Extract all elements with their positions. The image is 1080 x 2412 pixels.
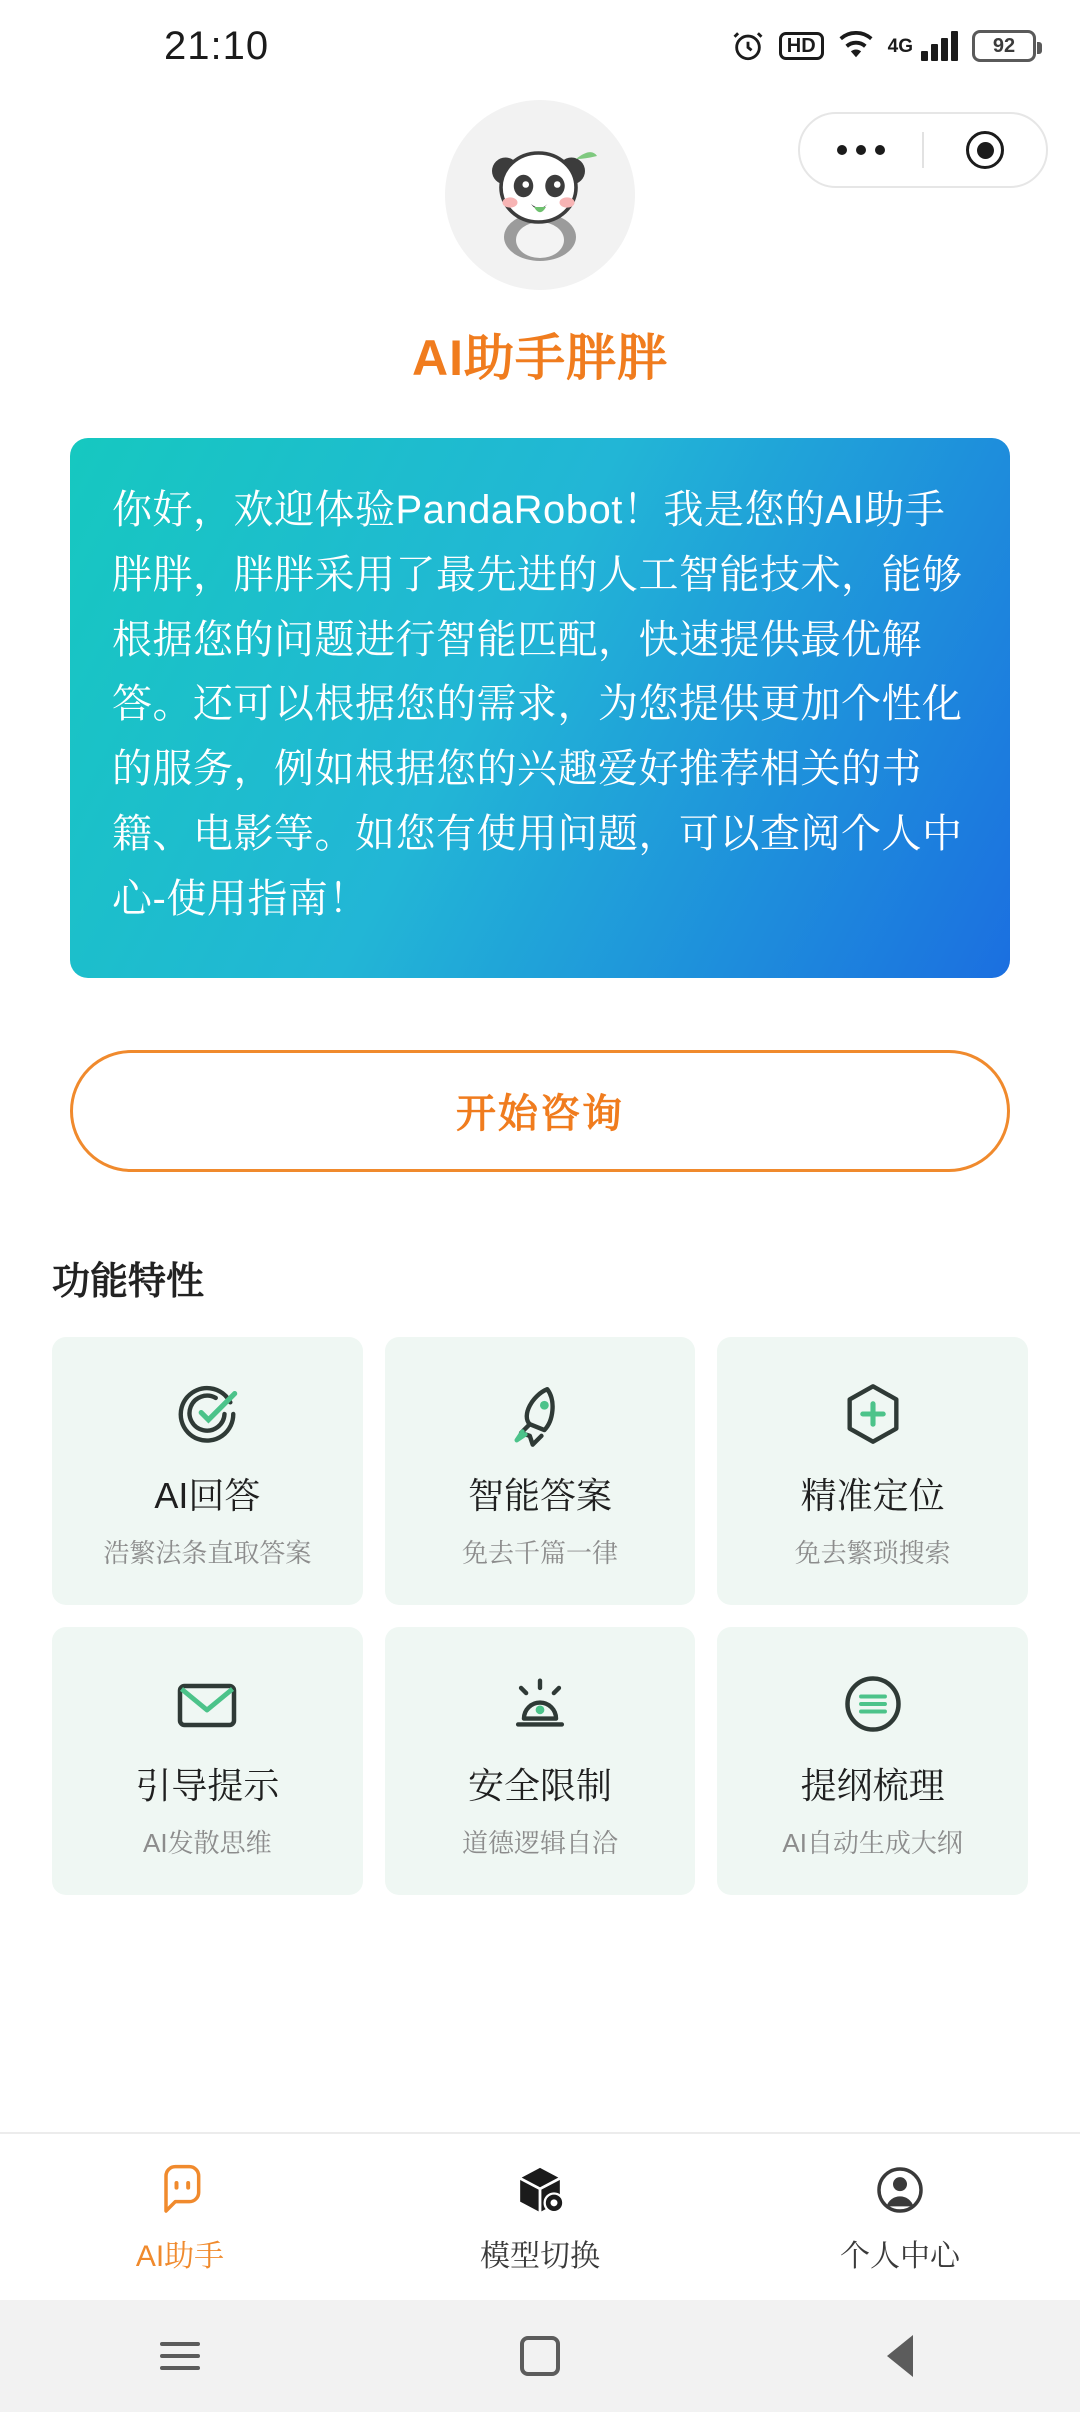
feature-card-guide-prompt[interactable] (52, 1627, 363, 1895)
model-switch-cube-icon (512, 2159, 568, 2221)
system-nav-bar (0, 2300, 1080, 2412)
hexagon-plus-icon (838, 1372, 908, 1456)
mini-program-capsule[interactable] (798, 112, 1048, 188)
feature-title: 精准定位 (800, 1474, 945, 1516)
battery-level: 92 (992, 34, 1016, 57)
feature-card-smart-answer[interactable] (385, 1337, 696, 1605)
avatar (445, 100, 635, 290)
ai-assistant-icon (152, 2159, 208, 2221)
tab-profile[interactable] (720, 2159, 1080, 2275)
target-circle-icon (966, 131, 1004, 169)
more-menu-button[interactable] (800, 114, 922, 186)
feature-subtitle: 免去千篇一律 (461, 1537, 618, 1568)
start-consult-button[interactable]: 开始咨询 (70, 1050, 1010, 1172)
signal-bars-icon (921, 31, 958, 61)
feature-card-outline[interactable] (717, 1627, 1028, 1895)
more-dots-icon (837, 145, 885, 155)
feature-subtitle: 浩繁法条直取答案 (103, 1537, 312, 1568)
tab-model-switch[interactable] (360, 2159, 720, 2275)
feature-card-precise-location[interactable] (717, 1337, 1028, 1605)
tab-label: 个人中心 (840, 2240, 960, 2273)
wifi-icon (838, 31, 874, 61)
page-title: AI助手胖胖 (412, 330, 668, 386)
features-section-title: 功能特性 (52, 1260, 205, 1303)
status-bar (0, 0, 1080, 92)
feature-card-safety-limit[interactable] (385, 1627, 696, 1895)
recents-icon (160, 2342, 200, 2370)
features-grid (52, 1337, 1028, 1895)
envelope-icon (171, 1662, 243, 1746)
feature-subtitle: AI自动生成大纲 (782, 1827, 963, 1858)
feature-subtitle: AI发散思维 (143, 1827, 272, 1858)
bottom-tab-bar (0, 2132, 1080, 2300)
feature-title: 智能答案 (467, 1474, 612, 1516)
tab-label: AI助手 (135, 2240, 225, 2273)
feature-card-ai-answer[interactable] (52, 1337, 363, 1605)
home-button[interactable] (360, 2336, 720, 2376)
hd-badge: HD (779, 32, 824, 60)
feature-title: AI回答 (154, 1474, 261, 1516)
recents-button[interactable] (0, 2342, 360, 2370)
header-zone (0, 92, 1080, 292)
feature-subtitle: 免去繁琐搜索 (794, 1537, 951, 1568)
close-program-button[interactable] (924, 114, 1046, 186)
battery-indicator (972, 30, 1036, 62)
feature-title: 引导提示 (135, 1764, 280, 1806)
target-check-icon (172, 1372, 242, 1456)
network-type-label: 4G (887, 35, 913, 57)
tab-ai-assistant[interactable] (0, 2159, 360, 2275)
feature-title: 安全限制 (467, 1764, 612, 1806)
tab-label: 模型切换 (480, 2240, 600, 2273)
back-triangle-icon (887, 2335, 913, 2377)
user-profile-icon (872, 2159, 928, 2221)
home-square-icon (520, 2336, 560, 2376)
circle-grid-icon (837, 1662, 909, 1746)
alarm-clock-icon (731, 29, 765, 63)
panda-avatar-icon (465, 120, 615, 270)
rocket-icon (505, 1372, 575, 1456)
status-icons (731, 29, 1036, 63)
status-time: 21:10 (164, 23, 270, 68)
back-button[interactable] (720, 2335, 1080, 2377)
feature-title: 提纲梳理 (800, 1764, 945, 1806)
alarm-light-icon (505, 1662, 575, 1746)
intro-card: 你好，欢迎体验PandaRobot！我是您的AI助手胖胖，胖胖采用了最先进的人工智能技术，能够根据您的问题进行智能匹配，快速提供最优解答。还可以根据您的需求，为您提供更加个性化的服务，例如根据您的兴趣爱好推荐相关的书籍、电影等。如您有使用问题，可以查阅个人中心-使用指南！ (70, 438, 1010, 978)
feature-subtitle: 道德逻辑自洽 (461, 1827, 618, 1858)
